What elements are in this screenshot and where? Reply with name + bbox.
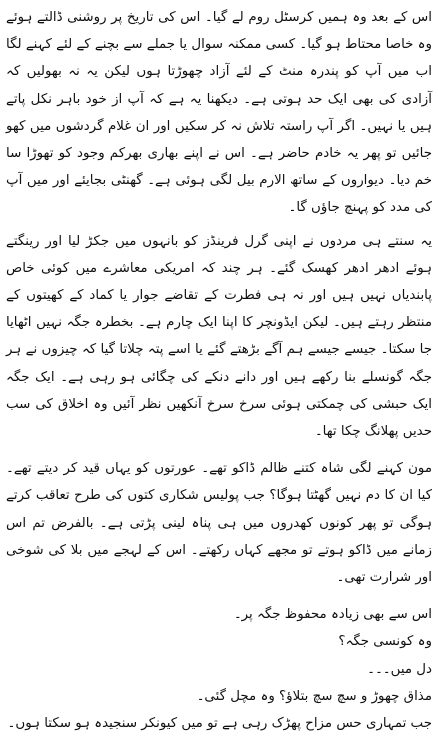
dialogue-line: وہ کونسی جگہ؟ <box>338 634 432 650</box>
paragraph-crystal-room: اس کے بعد وہ ہمیں کرسٹل روم لے گیا۔ اس کی تاریخ پر روشنی ڈالتے ہوئے وہ خاصا محتاط ہو گیا۔ کسی ممکنہ سوال یا جملے سے بچنے کے لئے کہنے لگا اب میں آپ کو پندرہ منٹ کے لئے آزاد چھوڑتا ہوں لیکن یہ نہ بھولیں کہ آزادی کی بھی ایک حد ہوتی ہے۔ دیکھنا یہ ہے کہ آپ از خود باہر نکل پاتے ہیں یا نہیں۔ اگر آپ راستہ تلاش نہ کر سکیں اور ان غلام گردشوں میں کھو جائیں تو پھر یہ خادم حاضر ہے۔ اس نے اپنے بھاری بھرکم وجود کو تھوڑا سا خم دیا۔ دیواروں کے ساتھ الارم بیل لگی ہوئی ہے۔ گھنٹی بجایئے اور میں آپ کی مدد کو پہنچ جاؤں گا۔ <box>6 10 432 216</box>
paragraph-adventure: یہ سنتے ہی مردوں نے اپنی گرل فرینڈز کو بانہوں میں جکڑ لیا اور رینگتے ہوئے ادھر ادھر کھسک گئے۔ ہر چند کہ امریکی معاشرے میں کوئی خاص پابندیاں نہیں ہیں اور نہ ہی فطرت کے تقاضے جوار یا کماد کے کھیتوں کے منتظر رہتے ہیں۔ لیکن ایڈونچر کا اپنا ایک چارم ہے۔ بخطرہ جگہ نہیں اٹھایا جا سکتا۔ جیسے جیسے ہم آگے بڑھتے گئے یا اسے پتہ چلاتا گیا کہ چیزوں نے ہر جگہ گونسلے بنا رکھے ہیں اور دانے دنکے کی چگائی ہو رہی ہے۔ ایک جگہ ایک حبشی کی چمکتی ہوئی سرخ سرخ آنکھیں نظر آئیں وہ اخلاق کی سب حدیں پھلانگ چکا تھا۔ <box>6 233 432 440</box>
dialogue-line: مذاق چھوڑ و سچ سچ بتلاؤ؟ وہ مچل گئی۔ <box>196 688 432 704</box>
paragraph-gap <box>6 591 432 601</box>
dialogue-line: جب تمہاری حس مزاح پھڑک رہی ہے تو میں کیونکر سنجیدہ ہو سکتا ہوں۔ <box>7 716 432 732</box>
dialogue-line: اس سے بھی زیادہ محفوظ جگہ پر۔ <box>233 607 432 623</box>
dialogue-line: دل میں۔۔۔ <box>367 661 432 677</box>
paragraph-moon-speaks: مون کہنے لگی شاہ کتنے ظالم ڈاکو تھے۔ عورتوں کو یہاں قید کر دیتے تھے۔ کیا ان کا دم نہیں گھٹتا ہوگا؟ جب پولیس شکاری کتوں کی طرح تعاقب کرتے ہوگی تو پھر کونوں کھدروں میں ہی پناہ لینی پڑتی ہے۔ بالفرض تم اس زمانے میں ڈاکو ہوتے تو مجھے کہاں رکھتے۔ اس کے لہجے میں بلا کی شوخی اور شرارت تھی۔ <box>6 461 432 586</box>
paragraph-gap <box>6 445 432 455</box>
